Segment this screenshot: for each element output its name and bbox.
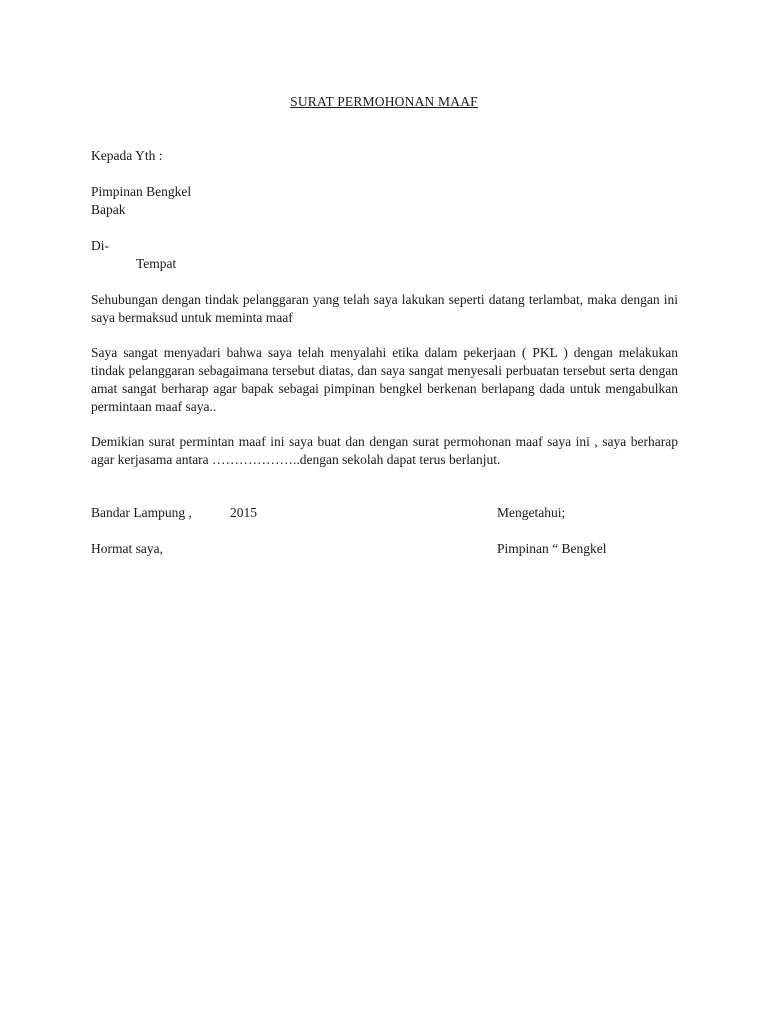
paragraph-1: Sehubungan dengan tindak pelanggaran yang telah saya lakukan seperti datang terlambat, maka dengan ini saya bermaksud untuk meminta maaf (91, 292, 678, 325)
paragraph-3: Demikian surat permintan maaf ini saya buat dan dengan surat permohonan maaf saya ini , saya berharap agar kerjasama antara ………………..dengan sekolah dapat terus berlanjut. (91, 434, 678, 467)
recipient-line-2: Bapak (91, 202, 126, 217)
acknowledger-title: Pimpinan “ Bengkel (497, 541, 607, 556)
acknowledged-label: Mengetahui; (497, 505, 566, 520)
location-label: Di- (91, 238, 109, 253)
signature-year: 2015 (230, 505, 257, 520)
letter-title: SURAT PERMOHONAN MAAF (290, 94, 478, 109)
recipient-greeting: Kepada Yth : (91, 148, 163, 163)
paragraph-2: Saya sangat menyadari bahwa saya telah menyalahi etika dalam pekerjaan ( PKL ) dengan melakukan tindak pelanggaran sebagaimana tersebut diatas, dan saya sangat menyesali perbuatan tersebut serta dengan amat sangat berharap agar bapak sebagai pimpinan bengkel berkenan berlapang dada untuk mengabulkan permintaan maaf saya.. (91, 345, 678, 414)
recipient-line-1: Pimpinan Bengkel (91, 184, 192, 199)
closing-text: Hormat saya, (91, 541, 163, 556)
location-value: Tempat (136, 256, 177, 271)
signature-place: Bandar Lampung , (91, 505, 192, 520)
